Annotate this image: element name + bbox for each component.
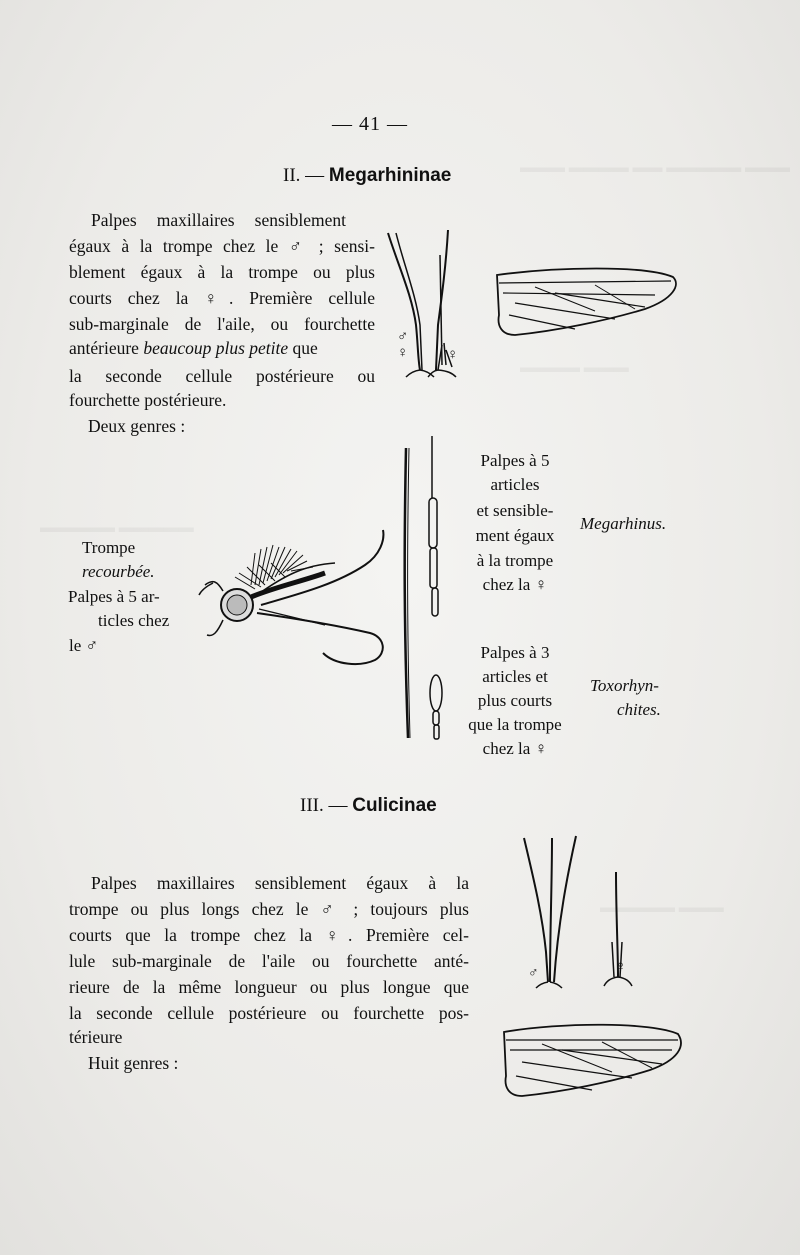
- para-line: fourchette postérieure.: [69, 390, 227, 410]
- huit-genres: Huit genres :: [88, 1053, 179, 1073]
- box-line: Trompe: [82, 538, 136, 557]
- desc-line: Palpes à 5: [480, 451, 550, 470]
- desc-line: articles et: [482, 667, 548, 686]
- para-fragment: que: [292, 338, 318, 358]
- desc-line: plus courts: [477, 691, 553, 710]
- para-line: sub-marginale de l'aile, ou fourchette: [69, 314, 375, 334]
- para-emphasis: beaucoup plus petite: [143, 338, 289, 358]
- heading-title: Megarhininae: [328, 165, 452, 186]
- para-line: la seconde cellule postérieure ou: [69, 366, 375, 386]
- para-line: trompe ou plus longs chez le ♂ ; toujours plus: [69, 899, 469, 919]
- female-symbol: ♀: [397, 345, 409, 361]
- male-symbol: ♂: [397, 329, 409, 345]
- palps-proboscis-figure-megarhininae: [380, 225, 500, 385]
- female-symbol: ♀: [615, 959, 627, 975]
- section-heading-megarhininae: [283, 166, 451, 185]
- wing-figure-culicinae: [502, 1020, 684, 1098]
- mosquito-head-figure: [195, 525, 395, 675]
- para-line: térieure: [69, 1027, 123, 1047]
- male-symbol: ♂: [528, 966, 539, 981]
- bleed-through-text: ▬▬▬▬▬ ▬▬▬: [600, 900, 724, 916]
- desc-line: que la trompe: [468, 715, 562, 734]
- para-line: égaux à la trompe chez le ♂ ; sensi-: [69, 236, 375, 256]
- page-number: — 41 —: [332, 113, 408, 135]
- para-line: Palpes maxillaires sensiblement: [91, 210, 346, 230]
- box-line: le ♂: [69, 636, 99, 655]
- box-line: ticles chez: [98, 611, 170, 630]
- para-line: [69, 340, 318, 358]
- deux-genres: Deux genres :: [88, 416, 186, 436]
- desc-line: chez la ♀: [482, 739, 548, 758]
- section-heading-culicinae: [300, 796, 437, 815]
- female-symbol: ♀: [447, 347, 459, 363]
- para-line: lule sub-marginale de l'aile ou fourchette anté-: [69, 951, 469, 971]
- box-line: recourbée.: [82, 562, 155, 581]
- para-line: rieure de la même longueur ou plus longue que: [69, 977, 469, 997]
- desc-line: chez la ♀: [482, 575, 548, 594]
- desc-line: ment égaux: [475, 526, 555, 545]
- para-line: la seconde cellule postérieure ou fourchette pos-: [69, 1003, 469, 1023]
- genus-name-megarhinus: Megarhinus.: [580, 514, 667, 533]
- bleed-through-text: ▬▬▬ ▬▬▬▬ ▬▬ ▬▬▬▬▬ ▬▬▬: [520, 160, 790, 176]
- bleed-through-text: ▬▬▬▬▬ ▬▬▬▬▬: [40, 520, 194, 536]
- para-fragment: antérieure: [69, 338, 139, 358]
- desc-line: et sensible-: [476, 501, 554, 520]
- desc-line: à la trompe: [476, 551, 554, 570]
- bleed-through-text: ▬▬▬▬ ▬▬▬: [520, 360, 629, 376]
- para-line: courts chez la ♀. Première cellule: [69, 288, 375, 308]
- para-line: Palpes maxillaires sensiblement égaux à la: [91, 873, 469, 893]
- heading-number: II. —: [283, 165, 325, 186]
- para-line: courts que la trompe chez la ♀. Première cel-: [69, 925, 469, 945]
- para-line: blement égaux à la trompe ou plus: [69, 262, 375, 282]
- desc-line: Palpes à 3: [480, 643, 550, 662]
- heading-title: Culicinae: [352, 795, 437, 816]
- genus-name-toxorhynchites: Toxorhyn-: [590, 676, 659, 695]
- palps-segments-figure: [398, 428, 448, 758]
- wing-figure-megarhininae: [495, 265, 680, 337]
- desc-line: articles: [490, 475, 540, 494]
- heading-number: III. —: [300, 795, 348, 816]
- genus-name-toxorhynchites-cont: chites.: [617, 700, 661, 719]
- box-line: Palpes à 5 ar-: [68, 587, 160, 606]
